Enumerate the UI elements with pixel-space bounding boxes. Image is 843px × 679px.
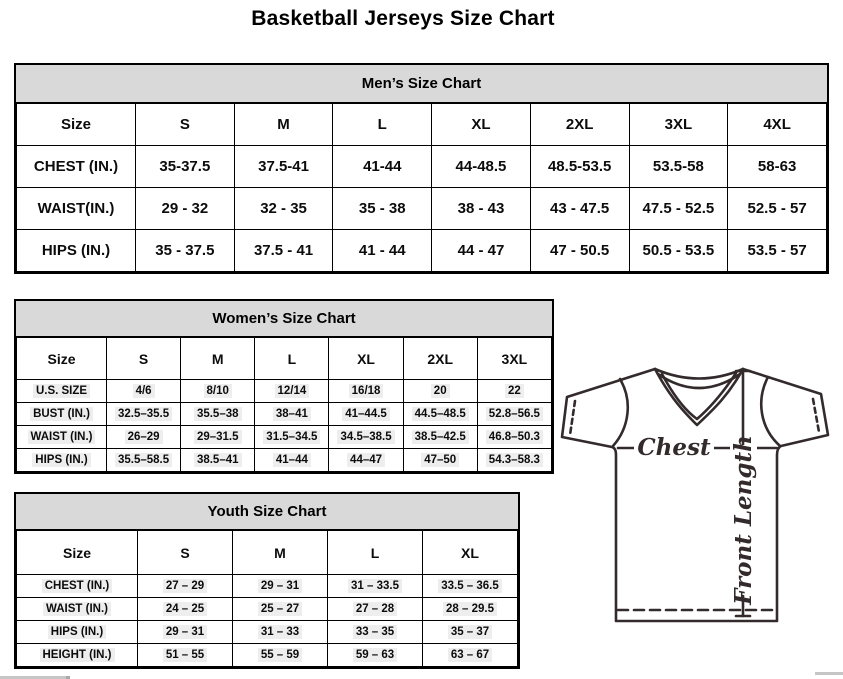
size-value-text: 29 – 31	[258, 579, 302, 593]
size-value-text: 4/6	[133, 384, 155, 398]
page-title: Basketball Jerseys Size Chart	[251, 7, 555, 30]
table-row	[17, 644, 518, 667]
size-value-text: 38.5–41	[194, 453, 242, 467]
size-table	[16, 103, 827, 272]
size-table	[16, 337, 552, 472]
size-value	[329, 403, 403, 426]
jersey-collar-back-arc-outer	[655, 369, 743, 379]
size-value-text: 46.8–50.3	[486, 430, 543, 444]
size-value: 47.5 - 52.5	[629, 188, 728, 230]
size-value	[477, 426, 551, 449]
column-header: S	[136, 104, 235, 146]
size-value	[477, 403, 551, 426]
size-value-text: 34.5–38.5	[337, 430, 394, 444]
size-value: 43 - 47.5	[530, 188, 629, 230]
size-value-text: 54.3–58.3	[486, 453, 543, 467]
row-label-text: HIPS (IN.)	[32, 453, 90, 467]
size-value-text: 24 – 25	[163, 602, 207, 616]
row-label-text: WAIST (IN.)	[28, 430, 96, 444]
size-value-text: 28 – 29.5	[443, 602, 497, 616]
size-value	[138, 575, 233, 598]
size-value-text: 32.5–35.5	[115, 407, 172, 421]
size-value-text: 63 – 67	[448, 648, 492, 662]
column-header: XL	[432, 104, 531, 146]
table-row	[17, 621, 518, 644]
row-label	[17, 426, 107, 449]
size-value	[423, 644, 518, 667]
size-value	[107, 449, 181, 472]
size-value: 35 - 37.5	[136, 230, 235, 272]
size-value-text: 59 – 63	[353, 648, 397, 662]
size-value	[477, 449, 551, 472]
row-label-text: HIPS (IN.)	[48, 625, 106, 639]
column-header: XL	[329, 338, 403, 380]
row-label	[17, 621, 138, 644]
size-value	[107, 403, 181, 426]
size-value-text: 35 – 37	[448, 625, 492, 639]
size-value	[181, 449, 255, 472]
size-value-text: 33.5 – 36.5	[438, 579, 502, 593]
mens-chart-header: Men’s Size Chart	[16, 65, 827, 103]
row-label	[17, 449, 107, 472]
size-value-text: 29–31.5	[194, 430, 242, 444]
table-row	[17, 230, 827, 272]
size-value: 53.5 - 57	[728, 230, 827, 272]
size-value	[233, 598, 328, 621]
row-label	[17, 644, 138, 667]
size-value: 35-37.5	[136, 146, 235, 188]
size-value-text: 29 – 31	[163, 625, 207, 639]
size-value-text: 44–47	[347, 453, 385, 467]
column-header: L	[255, 338, 329, 380]
table-row	[17, 449, 552, 472]
size-value	[403, 426, 477, 449]
size-value	[181, 380, 255, 403]
size-value	[233, 575, 328, 598]
size-value	[233, 621, 328, 644]
size-value-text: 38–41	[273, 407, 311, 421]
size-value-text: 26–29	[125, 430, 163, 444]
column-header: Size	[17, 338, 107, 380]
row-label	[17, 575, 138, 598]
size-value-text: 12/14	[275, 384, 310, 398]
size-value: 50.5 - 53.5	[629, 230, 728, 272]
size-value	[138, 598, 233, 621]
size-value	[138, 644, 233, 667]
size-value-text: 31 – 33	[258, 625, 302, 639]
mens-size-table	[16, 103, 827, 272]
jersey-right-armhole-seam	[761, 377, 780, 446]
size-value	[329, 426, 403, 449]
horizontal-scrollbar-fragment[interactable]	[815, 672, 843, 675]
jersey-left-cuff-dashed-line	[570, 401, 575, 435]
youth-size-chart	[14, 492, 520, 669]
youth-chart-header: Youth Size Chart	[16, 494, 518, 530]
womens-size-chart	[14, 299, 554, 474]
row-label: CHEST (IN.)	[17, 146, 136, 188]
size-value	[107, 426, 181, 449]
table-row	[17, 146, 827, 188]
size-value-text: 31.5–34.5	[263, 430, 320, 444]
size-value	[255, 403, 329, 426]
column-header: XL	[423, 531, 518, 575]
size-value	[423, 598, 518, 621]
column-header: M	[181, 338, 255, 380]
size-table	[16, 530, 518, 667]
row-label-text: HEIGHT (IN.)	[40, 648, 115, 662]
column-header: M	[233, 531, 328, 575]
row-label	[17, 380, 107, 403]
size-value-text: 27 – 29	[163, 579, 207, 593]
size-value: 29 - 32	[136, 188, 235, 230]
row-label-text: BUST (IN.)	[30, 407, 93, 421]
size-value	[328, 575, 423, 598]
size-value-text: 51 – 55	[163, 648, 207, 662]
chest-label: Chest	[637, 434, 711, 461]
column-header: M	[234, 104, 333, 146]
size-value: 37.5-41	[234, 146, 333, 188]
column-header: Size	[17, 531, 138, 575]
header-row	[17, 531, 518, 575]
row-label: HIPS (IN.)	[17, 230, 136, 272]
size-value	[423, 575, 518, 598]
row-label-text: CHEST (IN.)	[42, 579, 113, 593]
size-value-text: 41–44.5	[342, 407, 390, 421]
size-value	[329, 380, 403, 403]
column-header: Size	[17, 104, 136, 146]
size-value	[255, 380, 329, 403]
jersey-body-outline	[562, 369, 828, 621]
size-value-text: 25 – 27	[258, 602, 302, 616]
size-value	[328, 621, 423, 644]
size-value	[328, 598, 423, 621]
size-value	[233, 644, 328, 667]
row-label: WAIST(IN.)	[17, 188, 136, 230]
size-value-text: 22	[505, 384, 524, 398]
size-value	[138, 621, 233, 644]
youth-size-table	[16, 530, 518, 667]
size-value: 44-48.5	[432, 146, 531, 188]
table-row	[17, 380, 552, 403]
column-header: 4XL	[728, 104, 827, 146]
size-value: 37.5 - 41	[234, 230, 333, 272]
table-row	[17, 403, 552, 426]
row-label-text: WAIST (IN.)	[43, 602, 111, 616]
mens-size-chart	[14, 63, 829, 274]
size-value-text: 20	[431, 384, 450, 398]
table-row	[17, 426, 552, 449]
table-row	[17, 598, 518, 621]
size-value: 52.5 - 57	[728, 188, 827, 230]
size-value: 41-44	[333, 146, 432, 188]
size-value: 58-63	[728, 146, 827, 188]
size-value: 53.5-58	[629, 146, 728, 188]
column-header: S	[138, 531, 233, 575]
size-value-text: 41–44	[273, 453, 311, 467]
jersey-measurement-diagram	[556, 358, 842, 676]
jersey-outline-drawing	[556, 358, 842, 676]
size-value	[329, 449, 403, 472]
size-value: 41 - 44	[333, 230, 432, 272]
size-value	[423, 621, 518, 644]
size-value: 35 - 38	[333, 188, 432, 230]
size-value-text: 35.5–38	[194, 407, 242, 421]
size-value	[255, 426, 329, 449]
header-row	[17, 338, 552, 380]
size-value	[403, 380, 477, 403]
column-header: L	[328, 531, 423, 575]
row-label	[17, 598, 138, 621]
size-value: 44 - 47	[432, 230, 531, 272]
womens-size-table	[16, 337, 552, 472]
size-value-text: 27 – 28	[353, 602, 397, 616]
table-row	[17, 575, 518, 598]
size-value-text: 38.5–42.5	[412, 430, 469, 444]
size-value-text: 55 – 59	[258, 648, 302, 662]
column-header: 2XL	[403, 338, 477, 380]
size-value: 48.5-53.5	[530, 146, 629, 188]
column-header: L	[333, 104, 432, 146]
size-value-text: 52.8–56.5	[486, 407, 543, 421]
size-value: 47 - 50.5	[530, 230, 629, 272]
size-value: 32 - 35	[234, 188, 333, 230]
jersey-right-cuff-dashed-line	[813, 399, 819, 432]
row-label	[17, 403, 107, 426]
size-value	[403, 403, 477, 426]
size-value	[181, 426, 255, 449]
column-header: 2XL	[530, 104, 629, 146]
column-header: S	[107, 338, 181, 380]
size-value-text: 35.5–58.5	[115, 453, 172, 467]
size-value-text: 44.5–48.5	[412, 407, 469, 421]
front-length-label: Front Length	[730, 435, 757, 605]
size-value	[181, 403, 255, 426]
size-value	[255, 449, 329, 472]
table-row	[17, 188, 827, 230]
size-value	[328, 644, 423, 667]
womens-chart-header: Women’s Size Chart	[16, 301, 552, 337]
column-header: 3XL	[629, 104, 728, 146]
size-value-text: 8/10	[204, 384, 232, 398]
size-value-text: 33 – 35	[353, 625, 397, 639]
row-label-text: U.S. SIZE	[33, 384, 90, 398]
size-value	[107, 380, 181, 403]
jersey-left-armhole-seam	[613, 379, 628, 446]
column-header: 3XL	[477, 338, 551, 380]
size-value	[403, 449, 477, 472]
size-value-text: 31 – 33.5	[348, 579, 402, 593]
size-value	[477, 380, 551, 403]
header-row	[17, 104, 827, 146]
size-value-text: 16/18	[349, 384, 384, 398]
size-value-text: 47–50	[421, 453, 459, 467]
size-value: 38 - 43	[432, 188, 531, 230]
